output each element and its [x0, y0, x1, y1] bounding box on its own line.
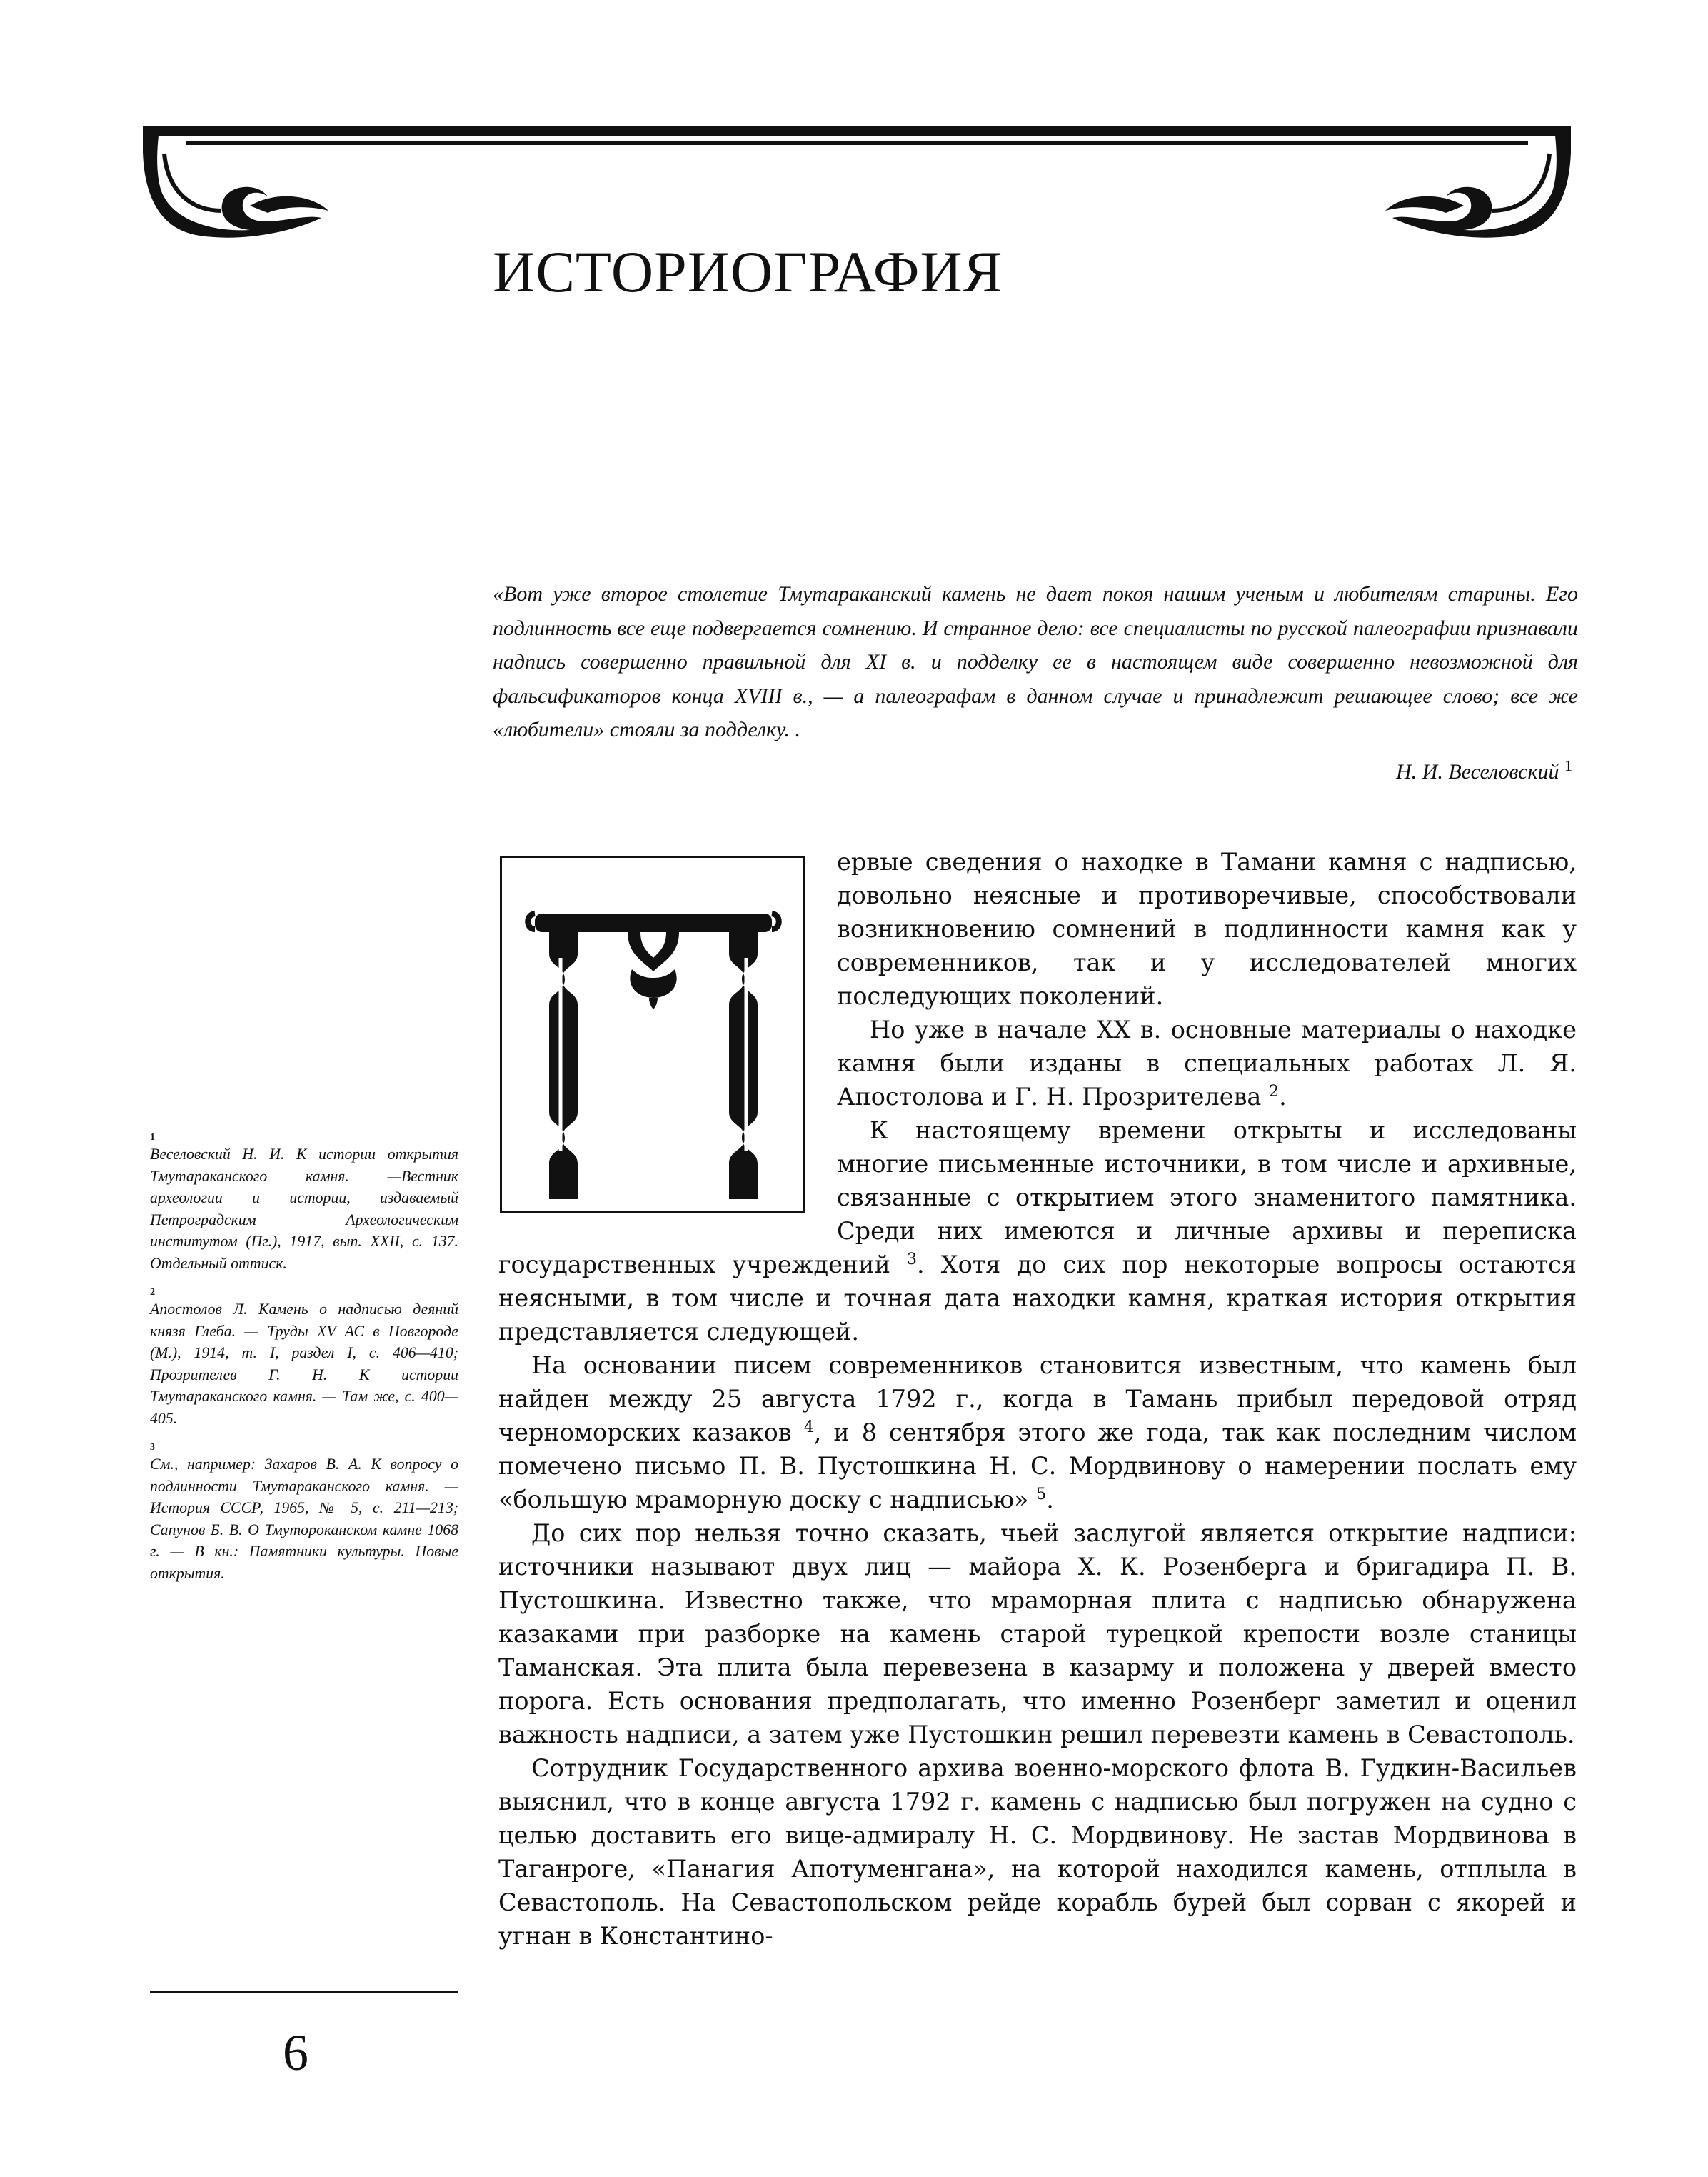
paragraph-text: К настоящему времени открыты и исследованы многие письменные источники, в том числе и архивные, связанные с открытием этого знаменитого памятника. Среди них имеются и личные архивы и переписка государственных учреждений	[498, 1116, 1577, 1278]
paragraph-text: . Хотя до сих пор некоторые вопросы остаются неясными, в том числе и точная дата находки камня, краткая история открытия представляется следующей.	[498, 1251, 1577, 1346]
epigraph-text: «Вот уже второе столетие Тмутараканский камень не дает покоя нашим ученым и любителям старины. Его подлинность все еще подвергается сомнению. И странное дело: все специалисты по русской палеографии признавали надпись совершенно правильной для XI в. и подделку ее в настоящем виде совершенно невозможной для фальсификаторов конца XVIII в., — а палеографам в данном случае и принадлежит решающее слово; все же «любители» стояли за подделку. .	[493, 582, 1578, 741]
footnote-ref: 1	[1564, 756, 1572, 774]
left-scroll-icon	[143, 136, 321, 238]
epigraph-author: Н. И. Веселовский	[1396, 759, 1559, 784]
paragraph	[498, 1751, 1577, 1953]
footnote-ref: 5	[1036, 1485, 1047, 1503]
paragraph-text: Сотрудник Государственного архива военно-морского флота В. Гудкин-Васильев выяснил, что в конце августа 1792 г. камень с надписью был погружен на судно с целью доставить его вице-адмиралу Н. С. Мордвинову. Не застав Мордвинова в Таганроге, «Панагия Апотуменгана», на которой находился камень, отплыла в Севастополь. На Севастопольском рейде корабль бурей был сорван с якорей и угнан в Константино-	[498, 1754, 1577, 1950]
sidenote-text: Веселовский Н. И. К истории открытия Тмутараканского камня. —Вестник археологии и истории, издаваемый Петроградским Археологическим институтом (Пг.), 1917, вып. XXII, с. 137. Отдельный оттиск.	[150, 1146, 458, 1272]
dropcap-spacer	[498, 845, 837, 1236]
paragraph-text: , и 8 сентября этого же года, так как последним числом помечено письмо П. В. Пустошкина Н. С. Мордвинову о намерении послать ему «большую мраморную доску с надписью»	[498, 1418, 1577, 1513]
header-ornament-icon	[143, 121, 1571, 257]
footnote-ref: 2	[1269, 1082, 1280, 1101]
sidenote	[150, 1287, 458, 1429]
header-rule-bottom	[186, 141, 1528, 145]
epigraph	[493, 577, 1578, 789]
paragraph	[498, 1516, 1577, 1751]
sidenote	[150, 1132, 458, 1274]
paragraph-text: Но уже в начале XX в. основные материалы о находке камня были изданы в специальных работах Л. Я. Апостолова и Г. Н. Прозрителева	[837, 1016, 1577, 1111]
paragraph-text: .	[1279, 1083, 1287, 1111]
notes-divider	[150, 1991, 458, 1993]
paragraph-text: .	[1046, 1486, 1054, 1513]
footnote-ref: 4	[803, 1418, 814, 1436]
article-body	[498, 845, 1577, 1953]
right-scroll-icon	[1392, 136, 1571, 238]
sidenote-number: 2	[150, 1287, 155, 1298]
paragraph-text: На основании писем современников становится известным, что камень был найден между 25 августа 1792 г., когда в Тамань прибыл передовой отряд черноморских казаков	[498, 1351, 1577, 1446]
sidenotes	[150, 1132, 458, 1597]
sidenote-number: 1	[150, 1132, 155, 1143]
page-title: ИСТОРИОГРАФИЯ	[493, 239, 1003, 304]
paragraph-text: До сих пор нельзя точно сказать, чьей заслугой является открытие надписи: источники называют двух лиц — майора Х. К. Розенберга и бригадира П. В. Пустошкина. Известно также, что мраморная плита с надписью обнаружена казаками при разборке на камень старой турецкой крепости возле станицы Таманская. Эта плита была перевезена в казарму и положена у дверей вместо порога. Есть основания предполагать, что именно Розенберг заметил и оценил важность надписи, а затем уже Пустошкин решил перевезти камень в Севастополь.	[498, 1519, 1577, 1748]
sidenote-text: См., например: Захаров В. А. К вопросу о подлинности Тмутараканского камня. — История СССР, 1965, № 5, с. 211—213; Сапунов Б. В. О Тмутороканском камне 1068 г. — В кн.: Памятники культуры. Новые открытия.	[150, 1456, 458, 1582]
paragraph	[498, 1348, 1577, 1516]
sidenote-number: 3	[150, 1442, 155, 1453]
header-rule-top	[143, 126, 1571, 136]
footnote-ref: 3	[907, 1250, 917, 1268]
paragraph-text: ервые сведения о находке в Тамани камня с надписью, довольно неясные и противоречивые, способствовали возникновению сомнений в подлинности камня как у современников, так и у исследователей многих последующих поколений.	[837, 848, 1577, 1010]
epigraph-attribution	[493, 749, 1578, 789]
sidenote	[150, 1442, 458, 1584]
sidenote-text: Апостолов Л. Камень о надписью деяний князя Глеба. — Труды XV АС в Новгороде (М.), 1914, т. I, раздел I, с. 406—410; Прозрителев Г. Н. К истории Тмутараканского камня. — Там же, с. 400—405.	[150, 1301, 458, 1427]
page-number: 6	[283, 2024, 308, 2081]
